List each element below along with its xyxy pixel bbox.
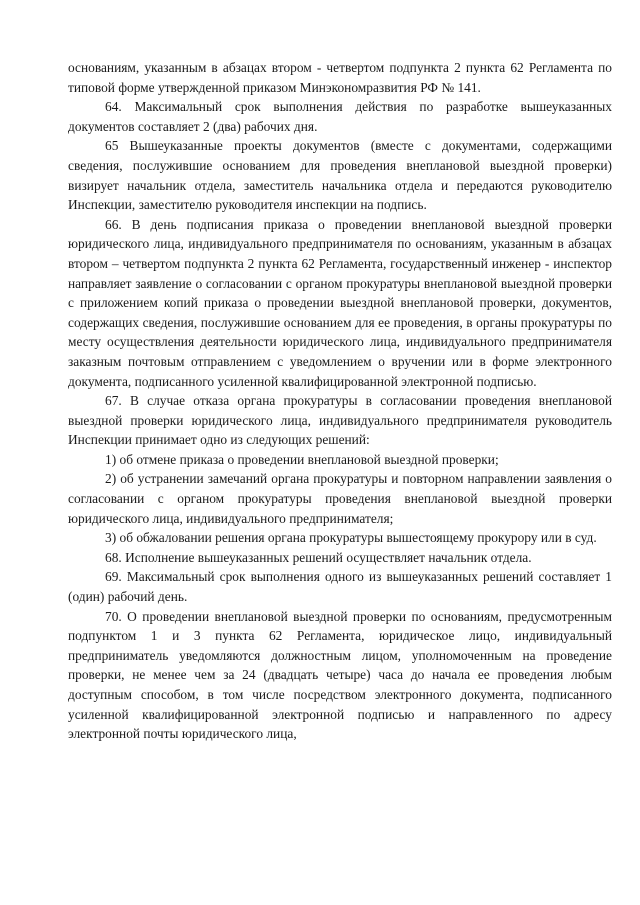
- list-item-67-3: 3) об обжаловании решения органа прокуратуры вышестоящему прокурору или в суд.: [105, 530, 597, 546]
- list-item-67-2: 2) об устранении замечаний органа прокуратуры и повторном направлении заявления о согласовании с органом прокуратуры проведения внеплановой выездной проверки юридического лица, индивидуального предпринимателя;: [68, 471, 612, 526]
- paragraph-69: 69. Максимальный срок выполнения одного из вышеуказанных решений составляет 1 (один) рабочий день.: [68, 569, 612, 605]
- paragraph-67: 67. В случае отказа органа прокуратуры в согласовании проведения внеплановой выездной проверки юридического лица, индивидуального предпринимателя руководитель Инспекции принимает одно из следующих решений:: [68, 393, 612, 448]
- paragraph-continuation-63: основаниям, указанным в абзацах втором - четвертом подпункта 2 пункта 62 Регламента по типовой форме утвержденной приказом Минэкономразвития РФ № 141.: [68, 60, 612, 95]
- list-item-67-1: 1) об отмене приказа о проведении внеплановой выездной проверки;: [105, 451, 499, 467]
- paragraph-68: 68. Исполнение вышеуказанных решений осуществляет начальник отдела.: [105, 549, 532, 565]
- paragraph-65: 65 Вышеуказанные проекты документов (вместе с документами, содержащими сведения, послужившие основанием для проведения внеплановой выездной проверки) визирует начальник отдела, заместитель начальника отдела и передаются руководителю Инспекции, заместителю руководителя инспекции на подпись.: [68, 138, 612, 213]
- paragraph-70: 70. О проведении внеплановой выездной проверки по основаниям, предусмотренным подпунктом 1 и 3 пункта 62 Регламента, юридическое лицо, индивидуальный предприниматель уведомляются должностным лицом, уполномоченным на проведение проверки, не менее чем за 24 (двадцать четыре) часа до начала ее проведения любым доступным способом, в том числе посредством электронного документа, подписанного усиленной квалифицированной электронной подписью и направленного по адресу электронной почты юридического лица,: [68, 608, 612, 742]
- paragraph-64: 64. Максимальный срок выполнения действия по разработке вышеуказанных документов составляет 2 (два) рабочих дня.: [68, 99, 612, 134]
- paragraph-66: 66. В день подписания приказа о проведении внеплановой выездной проверки юридического лица, индивидуального предпринимателя по основаниям, указанным в абзацах втором – четвертом подпункта 2 пункта 62 Регламента, государственный инженер - инспектор направляет заявление о согласовании с органом прокуратуры внеплановой выездной проверки с приложением копий приказа о проведении выездной внеплановой проверки, документов, содержащих сведения, послужившие основанием для ее проведения, в органы прокуратуры по месту осуществления деятельности юридического лица, индивидуального предпринимателя заказным почтовым отправлением с уведомлением о вручении или в форме электронного документа, подписанного усиленной квалифицированной электронной подписью.: [68, 216, 612, 389]
